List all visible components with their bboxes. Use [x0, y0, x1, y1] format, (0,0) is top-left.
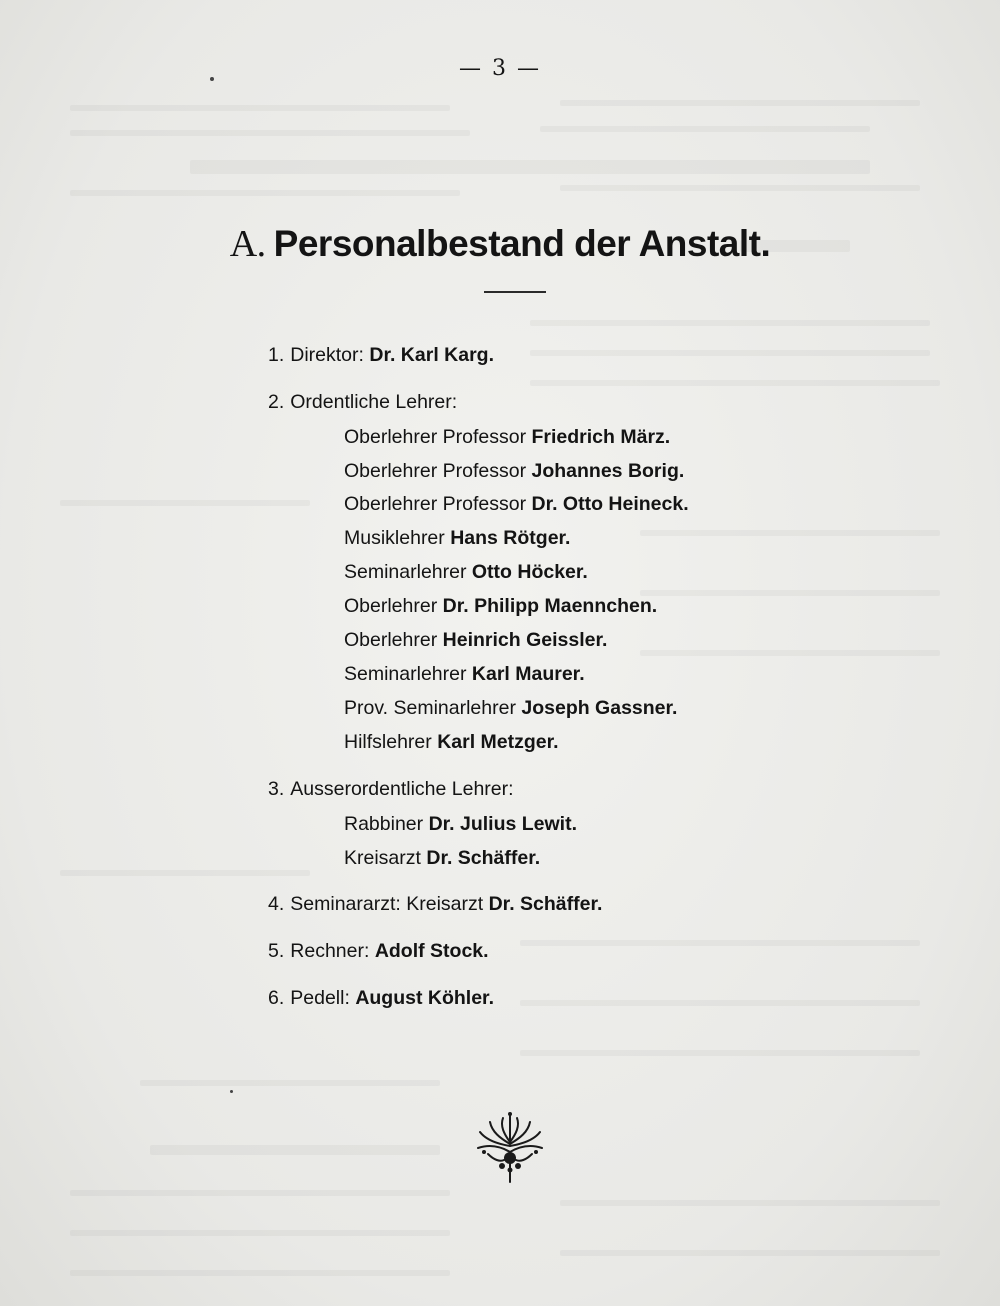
- teacher-role: Musiklehrer: [344, 527, 445, 549]
- teacher-name: Joseph Gassner.: [521, 697, 678, 719]
- teacher-name: Otto Höcker.: [471, 561, 588, 583]
- item-role: Kreisarzt: [406, 893, 484, 915]
- item-director: [268, 343, 494, 367]
- teacher-entry: [344, 459, 684, 483]
- teacher-entry: [344, 526, 570, 550]
- teacher-name: Karl Metzger.: [437, 731, 559, 753]
- teacher-entry: [344, 594, 657, 618]
- extraordinary-name: Dr. Julius Lewit.: [428, 813, 578, 835]
- section-title-text: Personalbestand der Anstalt.: [273, 223, 771, 264]
- teacher-entry: [344, 560, 588, 584]
- section-title: [0, 222, 1000, 266]
- item-label: Ordentliche Lehrer:: [290, 391, 458, 413]
- teacher-entry: [344, 628, 607, 652]
- teacher-role: Oberlehrer Professor: [344, 426, 527, 448]
- fleuron-ornament-icon: [470, 1108, 550, 1188]
- section-letter: A.: [229, 223, 266, 265]
- teacher-role: Hilfslehrer: [344, 731, 432, 753]
- item-number: 3.: [268, 778, 285, 800]
- teacher-entry: [344, 492, 689, 516]
- teacher-entry: [344, 425, 670, 449]
- item-label: Seminararzt:: [290, 893, 401, 915]
- teacher-name: Johannes Borig.: [531, 460, 685, 482]
- item-accountant: [268, 939, 489, 963]
- item-beadle: [268, 986, 494, 1010]
- item-label: Ausserordentliche Lehrer:: [290, 778, 514, 800]
- teacher-entry: [344, 730, 559, 754]
- teacher-role: Prov. Seminarlehrer: [344, 697, 516, 719]
- teacher-name: Heinrich Geissler.: [442, 629, 608, 651]
- teacher-role: Oberlehrer: [344, 629, 438, 651]
- teacher-name: Karl Maurer.: [471, 663, 585, 685]
- extraordinary-entry: [344, 846, 540, 870]
- item-label: Rechner:: [290, 940, 370, 962]
- teacher-name: Dr. Philipp Maennchen.: [442, 595, 658, 617]
- item-label: Pedell:: [290, 987, 350, 1009]
- teacher-entry: [344, 696, 677, 720]
- person-name: Dr. Karl Karg.: [369, 344, 495, 366]
- item-number: 6.: [268, 987, 285, 1009]
- teacher-name: Hans Rötger.: [450, 527, 571, 549]
- teacher-role: Oberlehrer Professor: [344, 460, 527, 482]
- teacher-role: Oberlehrer: [344, 595, 438, 617]
- teacher-entry: [344, 662, 585, 686]
- person-name: Adolf Stock.: [374, 940, 489, 962]
- item-number: 5.: [268, 940, 285, 962]
- item-seminary-doctor: [268, 892, 602, 916]
- person-name: August Köhler.: [355, 987, 494, 1009]
- title-divider: [484, 291, 546, 293]
- item-number: 2.: [268, 391, 285, 413]
- item-teachers-heading: [268, 390, 457, 414]
- ink-speck: [230, 1090, 233, 1093]
- extraordinary-name: Dr. Schäffer.: [426, 847, 541, 869]
- extraordinary-role: Kreisarzt: [344, 847, 421, 869]
- teacher-role: Seminarlehrer: [344, 663, 467, 685]
- item-number: 1.: [268, 344, 285, 366]
- teacher-name: Dr. Otto Heineck.: [531, 493, 689, 515]
- person-name: Dr. Schäffer.: [488, 893, 603, 915]
- item-number: 4.: [268, 893, 285, 915]
- item-label: Direktor:: [290, 344, 364, 366]
- teacher-name: Friedrich März.: [531, 426, 671, 448]
- teacher-role: Seminarlehrer: [344, 561, 467, 583]
- teacher-role: Oberlehrer Professor: [344, 493, 527, 515]
- item-extraordinary-heading: [268, 777, 514, 801]
- page-number: — 3 —: [459, 56, 541, 81]
- extraordinary-role: Rabbiner: [344, 813, 424, 835]
- extraordinary-entry: [344, 812, 577, 836]
